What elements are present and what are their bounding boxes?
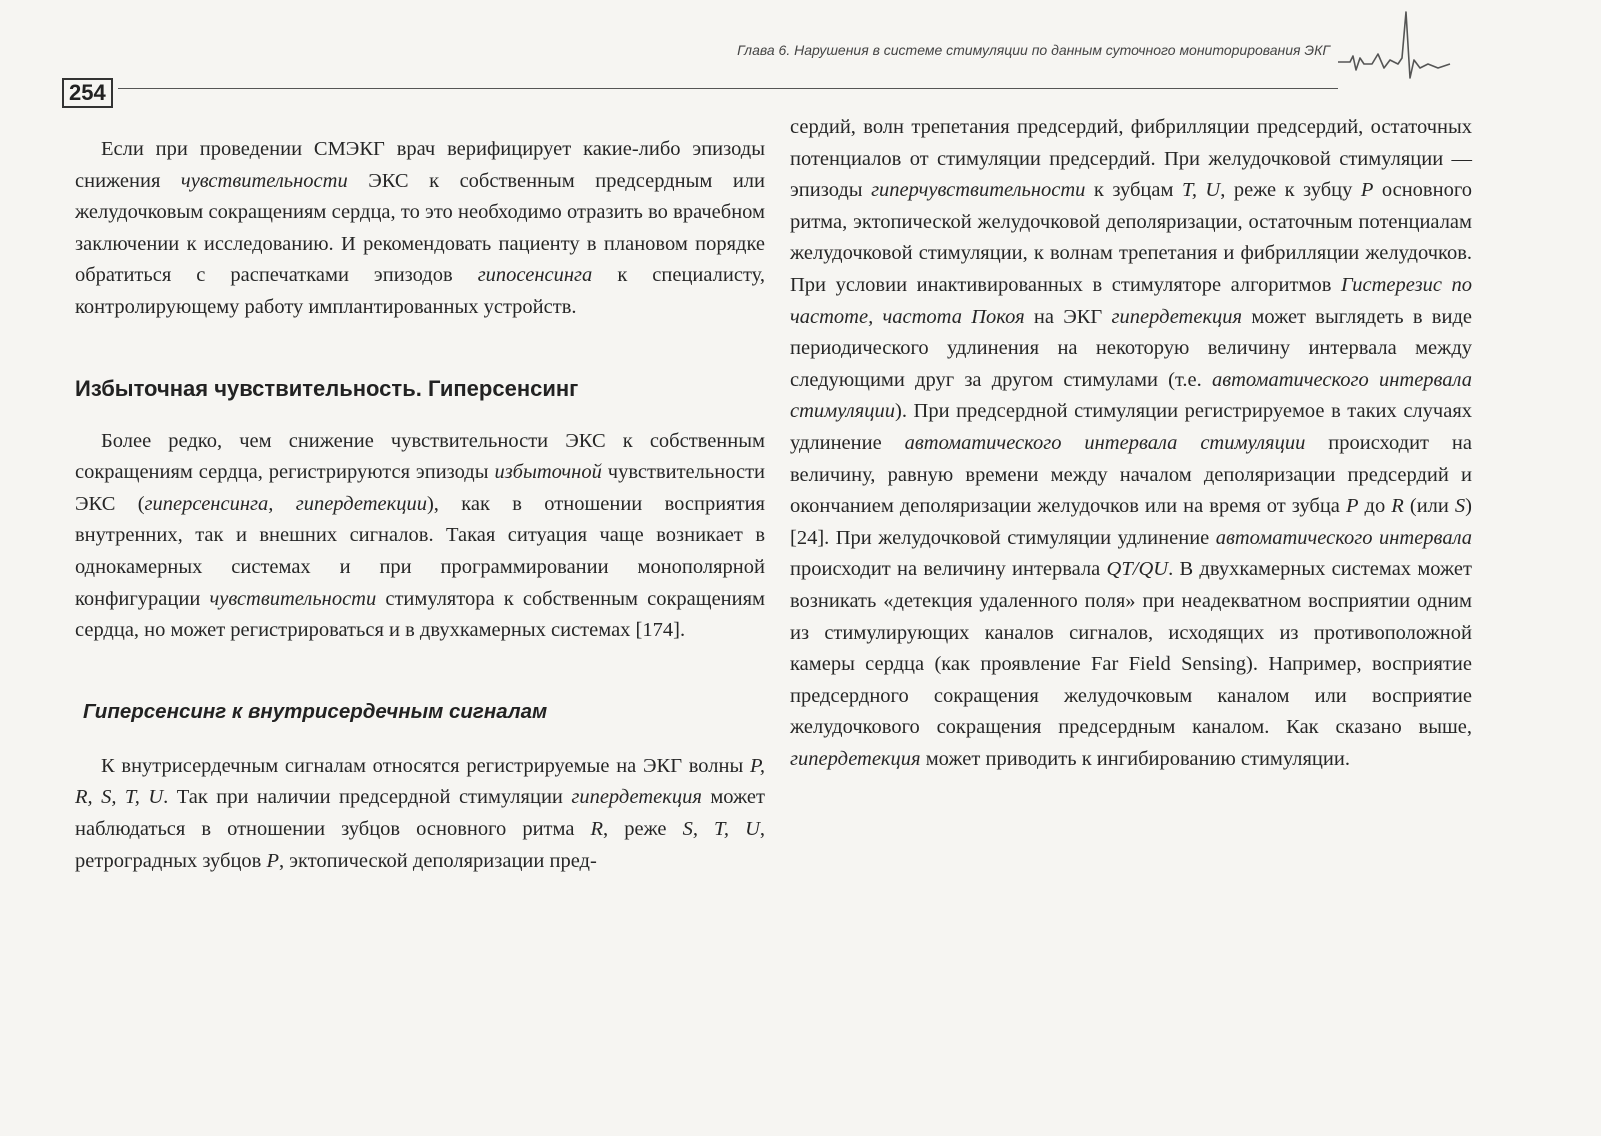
italic-term: Гистерезис по частоте, частота Покоя	[790, 273, 1472, 328]
italic-term: S, T, U	[682, 817, 760, 840]
italic-term: S	[1454, 495, 1466, 518]
text-run: основного ритма, эктопической желудочковой деполяризации, остаточным потенциалам желудочковой стимуляции, к волнам трепетания и фибрилляции желудочков. При условии инактивированных в стимуляторе алгоритмов	[790, 179, 1472, 296]
text-run: может выглядеть в виде периодического удлинения на некоторую величину интервала между следующими друг за другом стимулами (т.е.	[790, 305, 1472, 391]
italic-term: автоматического интервала стимуляции	[904, 431, 1306, 454]
italic-term: P	[266, 849, 279, 872]
text-run: Если при проведении СМЭКГ врач верифицирует какие-либо эпизоды снижения	[75, 138, 765, 192]
text-run: до	[1358, 495, 1392, 518]
italic-term: QT/QU	[1106, 558, 1169, 581]
text-run: К внутрисердечным сигналам относятся регистрируемые на ЭКГ волны	[101, 754, 750, 777]
italic-term: автоматического интервала	[1215, 526, 1473, 549]
text-run: ). При предсердной стимуляции регистрируемое в таких случаях удлинение	[790, 400, 1472, 454]
italic-term: P, R, S, T, U	[75, 754, 765, 809]
text-run: сердий, волн трепетания предсердий, фибрилляции предсердий, остаточных потенциалов от стимуляции предсердий. При желудочковой стимуляции — эпизоды	[790, 116, 1472, 202]
italic-term: гипосенсинга	[477, 264, 593, 287]
text-run: на ЭКГ	[1024, 305, 1112, 328]
subsection-heading: Гиперсенсинг к внутрисердечным сигналам	[83, 699, 548, 723]
italic-term: чувствительности	[209, 587, 377, 610]
text-run: происходит на величину, равную времени между началом деполяризации предсердий и окончанием деполяризации желудочков или на время от зубца	[790, 431, 1472, 518]
italic-term: гиперчувствительности	[871, 179, 1086, 202]
italic-term: избыточной	[494, 461, 602, 484]
paragraph	[75, 426, 765, 647]
text-run: происходит на величину интервала	[790, 558, 1107, 581]
header-rule	[118, 88, 1338, 89]
left-column	[75, 134, 765, 877]
text-run: , реже	[603, 817, 683, 840]
text-run: стимулятора к собственным сокращениям сердца, но может регистрироваться и в двухкамерных системах [174].	[75, 587, 766, 642]
text-run: чувствительности ЭКС (	[75, 461, 765, 515]
text-run: может приводить к ингибированию стимуляции.	[920, 747, 1350, 770]
section-heading: Избыточная чувствительность. Гиперсенсинг	[75, 375, 579, 401]
text-run: (или	[1403, 495, 1455, 518]
paragraph	[790, 112, 1472, 775]
paragraph	[75, 751, 765, 877]
italic-term: гиперсенсинга, гипердетекции	[144, 492, 427, 515]
paragraph	[75, 134, 765, 324]
text-run: . Так при наличии предсердной стимуляции	[163, 786, 572, 809]
italic-term: чувствительности	[180, 169, 348, 192]
italic-term: R	[590, 817, 604, 840]
text-run: может наблюдаться в отношении зубцов основного ритма	[75, 786, 765, 840]
text-run: к зубцам	[1085, 179, 1182, 202]
italic-term: R	[1391, 495, 1404, 518]
text-run: ), как в отношении восприятия внутренних, так и внешних сигналов. Такая ситуация чаще возникает в однокамерных системах и при программировании монополярной конфигурации	[75, 492, 765, 610]
ecg-waveform-icon	[1338, 8, 1453, 88]
text-run: , эктопической деполяризации пред-	[279, 849, 597, 872]
text-run: Более редко, чем снижение чувствительности ЭКС к собственным сокращениям сердца, регистрируются эпизоды	[75, 429, 765, 484]
text-run: , ретроградных зубцов	[75, 817, 766, 872]
text-run: ) [24]. При желудочковой стимуляции удлинение	[790, 495, 1472, 549]
italic-term: гипердетекция	[1111, 305, 1243, 328]
italic-term: гипердетекция	[790, 747, 921, 770]
text-run: . В двухкамерных системах может возникать «детекция удаленного поля» при неадекватном восприятии одним из стимулирующих каналов сигналов, исходящих из противоположной камеры сердца (как проявление Far Field Sensing). Например, восприятие предсердного сокращения желудочковым каналом или восприятие желудочкового сокращения предсердным каналом. Как сказано выше,	[790, 558, 1472, 739]
italic-term: P	[1345, 495, 1359, 518]
text-run: к специалисту, контролирующему работу имплантированных устройств.	[75, 264, 765, 318]
text-run: ЭКС к собственным предсердным или желудочковым сокращениям сердца, то это необходимо отразить во врачебном заключении к исследованию. И рекомендовать пациенту в плановом порядке обратиться с распечатками эпизодов	[75, 169, 765, 287]
right-column	[790, 112, 1472, 775]
italic-term: гипердетекция	[571, 786, 702, 809]
page-number: 254	[62, 78, 113, 108]
running-title: Глава 6. Нарушения в системе стимуляции по данным суточного мониторирования ЭКГ	[737, 42, 1330, 58]
italic-term: автоматического интервала стимуляции	[790, 368, 1472, 423]
italic-term: T, U	[1181, 179, 1221, 202]
italic-term: P	[1360, 179, 1374, 202]
text-run: , реже к зубцу	[1220, 179, 1361, 202]
